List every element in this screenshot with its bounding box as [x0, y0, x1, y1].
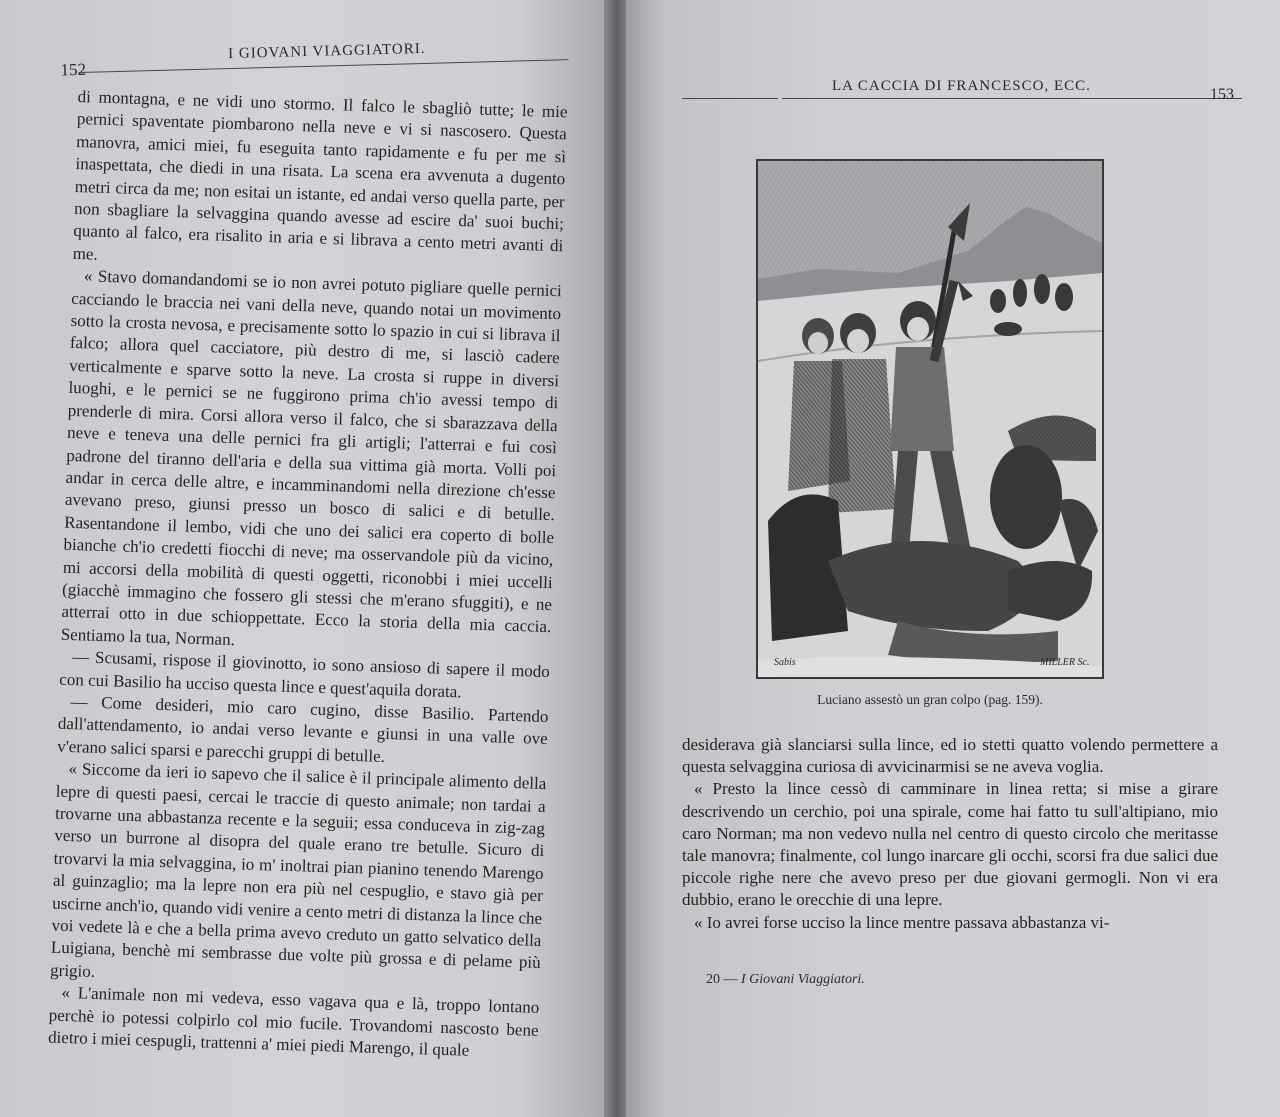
engraver-signature: MILLER Sc. — [1040, 657, 1090, 668]
illustration-caption: Luciano assestò un gran colpo (pag. 159). — [817, 692, 1043, 707]
engraving-illustration — [756, 159, 1104, 679]
left-paragraph-5: « Siccome da ieri io sapevo che il salice è il principale alimento della lepre di questi paesi, cercai le traccie di questo animale; non tardai a trovarne una abbastanza recente e la seguii; essa conduceva in zig-zag verso un burrone al disopra del quale erano tre betulle. Sicuro di trovarvi la mia selvaggina, io m' inoltrai pian pianino tenendo Marengo al guinzaglio; ma la lepre non era più nel cespuglio, e stavo già per uscirne anch'io, quando vidi venire a cento metri di distanza la lince che voi vedete là e che a bella prima avevo creduto un gatto selvatico della Luigiana, benchè mi sembrasse due volte più grossa e di pelame più grigio. — [49, 759, 547, 981]
right-paragraph-2: « Presto la lince cessò di camminare in linea retta; si mise a girare descrivendo un cerchio, poi una spirale, come hai fatto tu sull'altipiano, mio caro Norman; ma non vedevo nulla nel centro di questo circolo che meritasse tale manovra; finalmente, col lungo inarcare gli occhi, scorsi fra due salici due piccole righe nere che avevo preso per due giovani germogli. Non vi era dubbio, erano le orecchie di una lepre. — [682, 779, 1218, 910]
left-running-title: I GIOVANI VIAGGIATORI. — [227, 40, 426, 63]
left-paragraph-1: di montagna, e ne vidi uno stormo. Il falco le sbagliò tutte; le mie pernici spaventate piombarono nella neve e vi si nascosero. Questa manovra, amici miei, fu eseguita tanto rapidamente e fu per me sì inaspettata, che diedi in una risata. La scena era avvenuta a dugento metri circa da me; non esitai un istante, ed andai verso quella parte, per non sbagliare la selvaggina quando avesse ad escire da' suoi buchi; quanto al falco, era risalito in aria e si librava a cento metri avanti di me. — [72, 86, 568, 264]
head-rule-left — [682, 98, 778, 99]
footer-book-title: I Giovani Viaggiatori. — [741, 972, 865, 987]
illustrator-signature: Sabis — [774, 657, 796, 668]
right-paragraph-3: « Io avrei forse ucciso la lince mentre passava abbastanza vi- — [694, 912, 1110, 932]
left-running-head — [60, 37, 568, 80]
right-running-head — [682, 78, 1242, 103]
right-running-title: LA CACCIA DI FRANCESCO, ECC. — [832, 78, 1091, 94]
hunting-scene-engraving — [758, 161, 1102, 677]
head-rule-main — [782, 98, 1242, 99]
right-paragraph-1: desiderava già slanciarsi sulla lince, ed io stetti quatto volendo permettere a questa selvaggina curiosa di avvicinarmisi se ne aveva voglia. — [682, 735, 1218, 777]
left-paragraph-2: « Stavo domandandomi se io non avrei potuto pigliare quelle pernici cacciando le braccia nei vani della neve, quando notai un movimento sotto la crosta nevosa, e precisamente sotto lo spazio in cui si librava il falco; allora quel cacciatore, più destro di me, si lasciò cadere verticalmente e sparve sotto la neve. La crosta si ruppe in diversi luoghi, e le pernici se ne fuggirono prima ch'io avessi tempo di prenderle di mira. Corsi allora verso il falco, che si sbarazzava della neve e teneva una delle pernici fra gli artigli; l'atterrai e fui così padrone del tiranno dell'aria e della sua vittima già morta. Volli poi andar in cerca delle altre, e incamminandomi nella direzione ch'esse avevano preso, giunsi presso un bosco di salici e di betulle. Rasentandone il lembo, vidi che uno dei salici era coperto di bolle bianche ch'io credetti fiocchi di neve; ma osservandole più da vicino, mi accorsi della mobilità di questi oggetti, riconobbi i miei uccelli (giacchè immagino che fossero gli stessi che m'erano sfuggiti), e ne atterrai otto in due schioppettate. Ecco la storia della mia caccia. Sentiamo la tua, Norman. — [60, 266, 563, 649]
left-paragraph-6: « L'animale non mi vedeva, esso vagava qua e là, troppo lontano perchè io potessi colpirlo col mio fucile. Trovandomi nascosto bene dietro i miei cespugli, trattenni a' miei piedi Marengo, il quale — [47, 983, 540, 1060]
left-page — [0, 0, 608, 1117]
right-text-block — [682, 734, 1218, 934]
footer-sheet-number: 20 — [706, 972, 720, 987]
signature-footer: 20 — I Giovani Viaggiatori. — [706, 972, 865, 987]
right-page — [626, 0, 1280, 1117]
right-page-number: 153 — [1210, 86, 1234, 103]
left-text-block — [48, 86, 568, 1064]
left-paragraph-4: — Come desideri, mio caro cugino, disse Basilio. Partendo dall'attendamento, io andai verso levante e giunsi in una valle ove v'erano salici sparsi e parecchi gruppi di betulle. — [56, 692, 549, 766]
left-paragraph-3: — Scusami, rispose il giovinotto, io sono ansioso di sapere il modo con cui Basilio ha ucciso questa lince e quest'aquila dorata. — [59, 647, 551, 701]
left-page-number: 152 — [60, 59, 87, 80]
